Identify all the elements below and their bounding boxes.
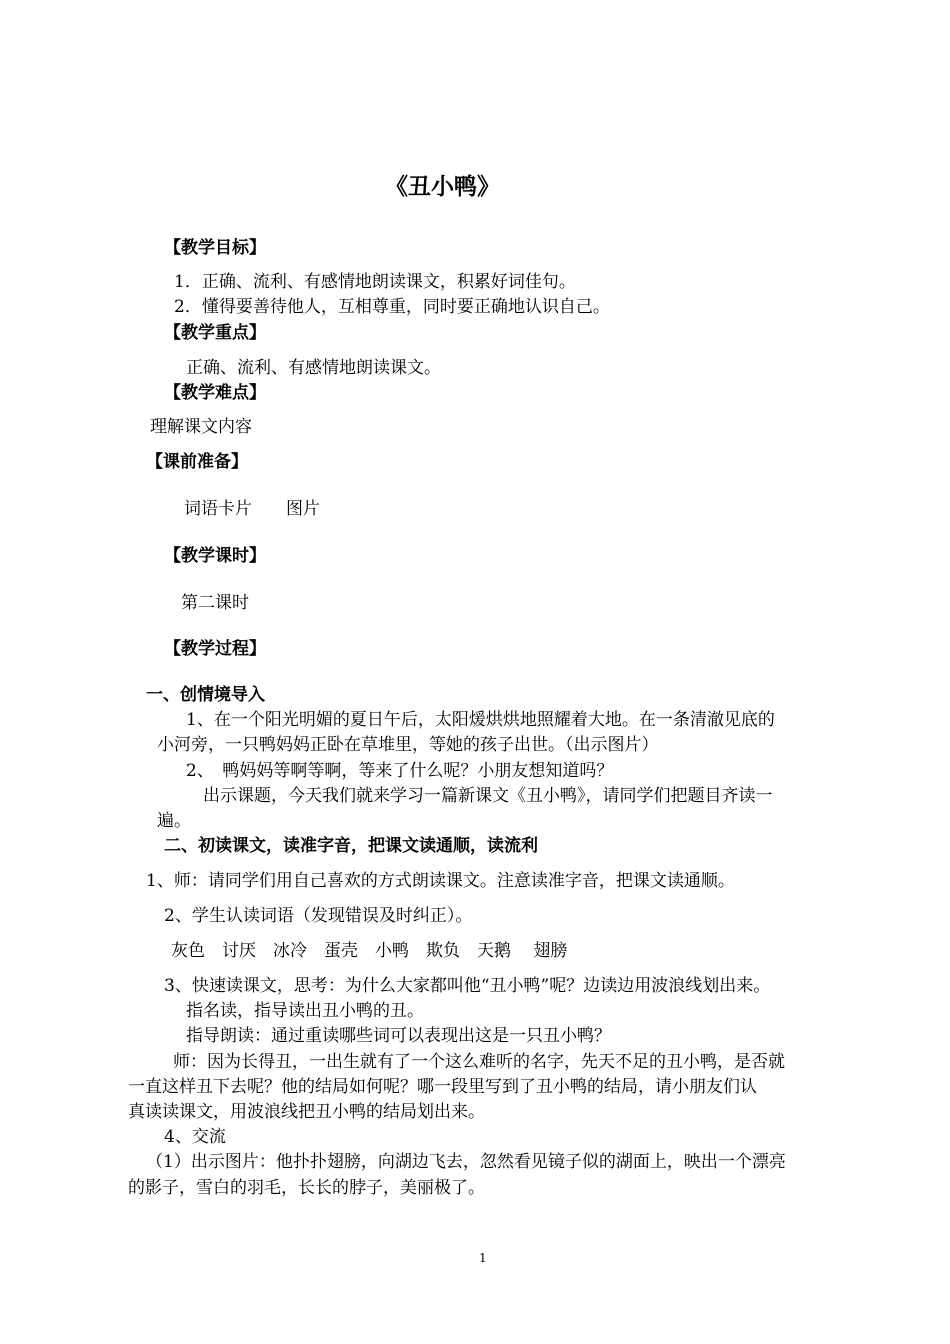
page-title: 《丑小鸭》 (385, 174, 500, 200)
step-4a-line1: （1）出示图片：他扑扑翅膀，向湖边飞去，忽然看见镜子似的湖面上，映出一个漂亮 (146, 1152, 786, 1172)
part1-p1-line2: 小河旁，一只鸭妈妈正卧在草堆里，等她的孩子出世。（出示图片） (157, 735, 659, 755)
step-4a-line2: 的影子，雪白的羽毛，长长的脖子，美丽极了。 (128, 1178, 485, 1198)
step-3c-line2: 一直这样丑下去呢？他的结局如何呢？哪一段里写到了丑小鸭的结局，请小朋友们认 (128, 1077, 757, 1097)
step-3: 3、快速读课文，思考：为什么大家都叫他“丑小鸭”呢？边读边用波浪线划出来。 (164, 976, 771, 996)
step-3c-line1: 师：因为长得丑，一出生就有了一个这么难听的名字，先天不足的丑小鸭，是否就 (173, 1052, 785, 1072)
part1-p1-line1: 1、在一个阳光明媚的夏日午后，太阳煖烘烘地照耀着大地。在一条清澈见底的 (186, 710, 775, 730)
difficulty-heading: 【教学难点】 (164, 383, 266, 403)
prep-heading: 【课前准备】 (146, 452, 248, 472)
difficulty-text: 理解课文内容 (150, 417, 252, 437)
step-2: 2、学生认读词语（发现错误及时纠正）。 (164, 906, 473, 926)
part1-heading: 一、创情境导入 (146, 685, 265, 705)
step-4: 4、交流 (164, 1127, 226, 1147)
part1-p3-line1: 出示课题，今天我们就来学习一篇新课文《丑小鸭》，请同学们把题目齐读一 (203, 786, 773, 806)
step-1: 1、师：请同学们用自己喜欢的方式朗读课文。注意读准字音，把课文读通顺。 (146, 871, 735, 891)
process-heading: 【教学过程】 (164, 639, 266, 659)
key-heading: 【教学重点】 (164, 323, 266, 343)
word-list: 灰色 讨厌 冰冷 蛋壳 小鸭 欺负 天鹅 翅膀 (171, 941, 568, 961)
step-3a: 指名读，指导读出丑小鸭的丑。 (186, 1001, 424, 1021)
step-3b: 指导朗读：通过重读哪些词可以表现出这是一只丑小鸭？ (186, 1026, 611, 1046)
page-number: 1 (479, 1251, 487, 1265)
part1-p2-line1: 2、 鸭妈妈等啊等啊，等来了什么呢？小朋友想知道吗？ (186, 761, 614, 781)
prep-text: 词语卡片 图片 (184, 499, 320, 519)
key-text: 正确、流利、有感情地朗读课文。 (186, 358, 441, 378)
period-text: 第二课时 (181, 593, 249, 613)
objective-2: 2．懂得要善待他人，互相尊重，同时要正确地认识自己。 (174, 297, 610, 317)
period-heading: 【教学课时】 (164, 546, 266, 566)
objective-1: 1．正确、流利、有感情地朗读课文，积累好词佳句。 (174, 272, 576, 292)
step-3c-line3: 真读读课文，用波浪线把丑小鸭的结局划出来。 (128, 1102, 485, 1122)
part2-heading: 二、初读课文，读准字音，把课文读通顺，读流利 (164, 836, 538, 856)
objectives-heading: 【教学目标】 (164, 238, 266, 258)
part1-p3-line2: 遍。 (157, 811, 191, 831)
